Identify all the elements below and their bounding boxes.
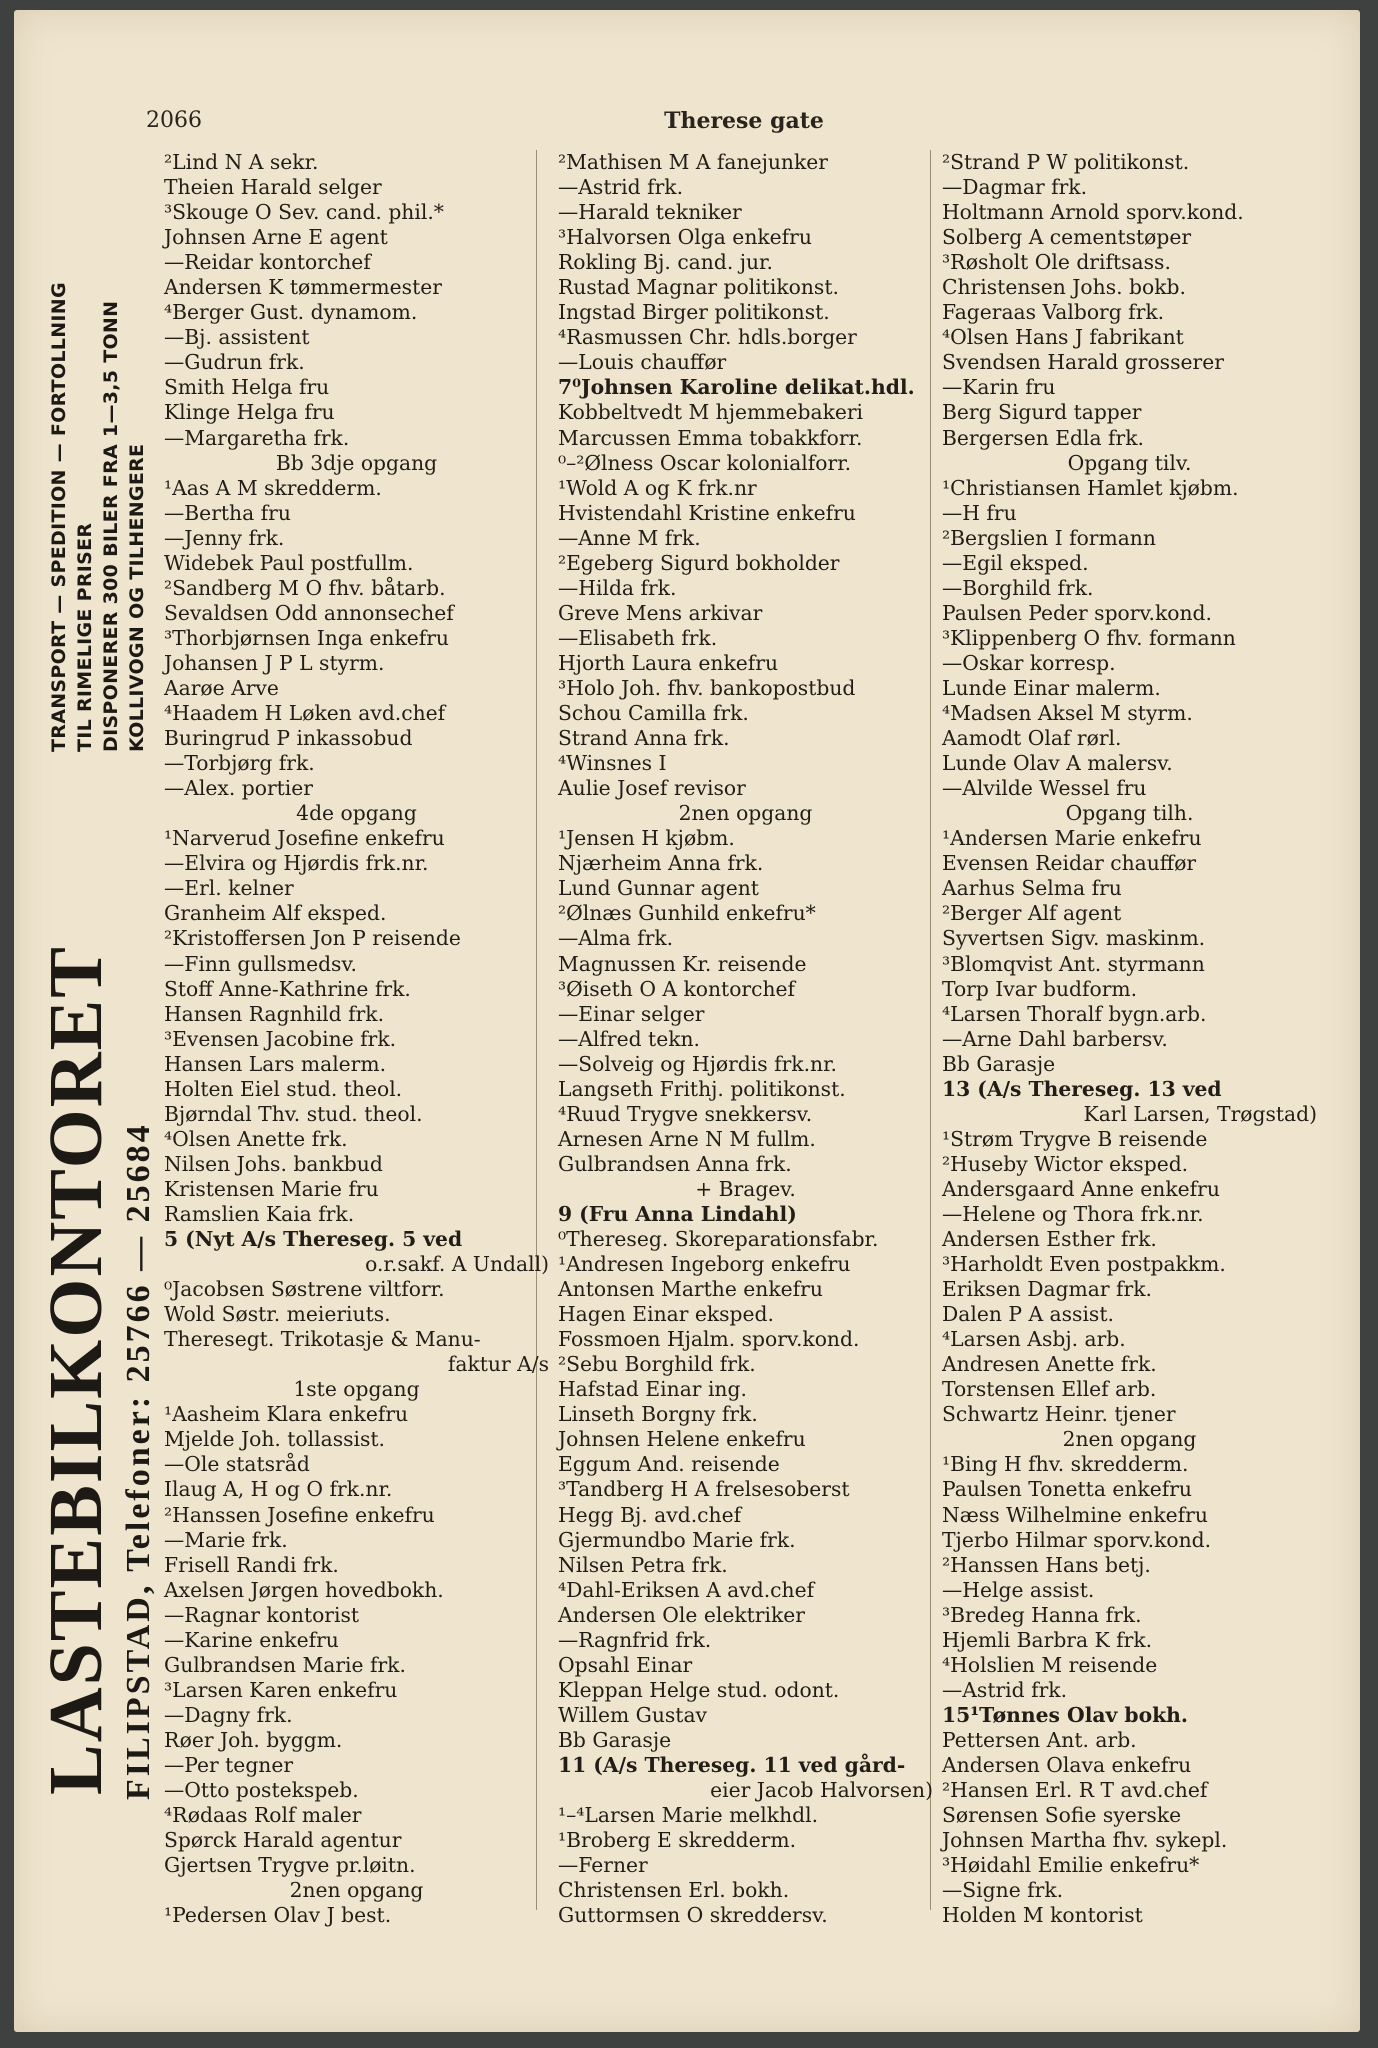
directory-entry: Strand Anna frk. xyxy=(558,726,730,751)
directory-entry: Widebek Paul postfullm. xyxy=(164,550,414,575)
directory-entry: —Otto postekspeb. xyxy=(164,1778,359,1803)
directory-entry: —Erl. kelner xyxy=(164,876,294,901)
directory-entry: —Alvilde Wessel fru xyxy=(942,776,1147,801)
directory-entry: ³Røsholt Ole driftsass. xyxy=(942,250,1171,275)
directory-entry: 9 (Fru Anna Lindahl) xyxy=(558,1201,797,1226)
directory-entry: —Bertha fru xyxy=(164,500,291,525)
directory-entry: Ilaug A, H og O frk.nr. xyxy=(164,1477,393,1502)
directory-entry: Eggum And. reisende xyxy=(558,1452,780,1477)
directory-entry: Schou Camilla frk. xyxy=(558,701,749,726)
directory-entry: Torstensen Ellef arb. xyxy=(942,1377,1157,1402)
directory-entry: —Torbjørg frk. xyxy=(164,751,315,776)
directory-entry: Kristensen Marie fru xyxy=(164,1176,379,1201)
directory-entry: 2nen opgang xyxy=(1062,1427,1197,1452)
directory-entry: Gulbrandsen Anna frk. xyxy=(558,1151,792,1176)
directory-entry: —Reidar kontorchef xyxy=(164,250,371,275)
directory-entry: ²Bergslien I formann xyxy=(942,525,1156,550)
directory-entry: —Helge assist. xyxy=(942,1577,1095,1602)
directory-entry: Andersen Ole elektriker xyxy=(558,1602,805,1627)
directory-entry: ²Hanssen Josefine enkefru xyxy=(164,1502,435,1527)
directory-entry: Syvertsen Sigv. maskinm. xyxy=(942,926,1206,951)
directory-entry: —Alfred tekn. xyxy=(558,1026,700,1051)
directory-entry: Sevaldsen Odd annonsechef xyxy=(164,600,454,625)
ad-company-name: LASTEBILKONTORET xyxy=(34,944,118,1795)
directory-entry: Bb Garasje xyxy=(942,1051,1056,1076)
directory-entry: Andersgaard Anne enkefru xyxy=(942,1176,1220,1201)
directory-entry: ⁴Rasmussen Chr. hdls.borger xyxy=(558,325,857,350)
directory-entry: Andersen Olava enkefru xyxy=(942,1753,1192,1777)
directory-entry: —Arne Dahl barbersv. xyxy=(942,1026,1168,1051)
directory-entry: Theien Harald selger xyxy=(164,175,382,200)
directory-entry: Opgang tilh. xyxy=(1065,801,1194,826)
directory-entry: —Anne M frk. xyxy=(558,525,701,550)
directory-entry: ⁴Madsen Aksel M styrm. xyxy=(942,701,1193,726)
directory-entry: Svendsen Harald grosserer xyxy=(942,350,1224,375)
directory-entry: Hegg Bj. avd.chef xyxy=(558,1502,742,1527)
directory-entry: Ingstad Birger politikonst. xyxy=(558,300,830,325)
directory-entry: 11 (A/s Thereseg. 11 ved gård- xyxy=(558,1753,906,1777)
directory-entry: o.r.sakf. A Undall) xyxy=(365,1252,549,1277)
directory-entry: —Finn gullsmedsv. xyxy=(164,951,357,976)
directory-entry: Johnsen Martha fhv. sykepl. xyxy=(942,1828,1228,1853)
directory-entry: Christensen Johs. bokb. xyxy=(942,275,1186,300)
column-3 xyxy=(942,150,1317,1928)
directory-entry: Paulsen Tonetta enkefru xyxy=(942,1477,1192,1502)
directory-entry: ⁴Larsen Asbj. arb. xyxy=(942,1327,1126,1352)
column-1 xyxy=(164,150,549,1928)
directory-entry: Aulie Josef revisor xyxy=(558,776,746,801)
directory-entry: ¹Pedersen Olav J best. xyxy=(164,1903,392,1928)
directory-entry: ³Bredeg Hanna frk. xyxy=(942,1602,1142,1627)
directory-entry: —Gudrun frk. xyxy=(164,350,305,375)
directory-entry: Stoff Anne-Kathrine frk. xyxy=(164,976,411,1001)
directory-entry: Lund Gunnar agent xyxy=(558,876,759,901)
directory-entry: ²Berger Alf agent xyxy=(942,901,1122,926)
directory-entry: 4de opgang xyxy=(296,801,417,826)
page-number: 2066 xyxy=(146,108,202,133)
directory-entry: Andresen Anette frk. xyxy=(942,1352,1157,1377)
directory-entry: Wold Søstr. meieriuts. xyxy=(164,1302,391,1327)
directory-entry: ³Klippenberg O fhv. formann xyxy=(942,625,1236,650)
directory-entry: Bb 3dje opgang xyxy=(275,450,438,475)
directory-entry: 7⁰Johnsen Karoline delikat.hdl. xyxy=(558,375,915,400)
directory-entry: —H fru xyxy=(942,500,1017,525)
directory-entry: Torp Ivar budform. xyxy=(942,976,1138,1001)
directory-entry: —Per tegner xyxy=(164,1753,294,1777)
directory-entry: ⁴Dahl-Eriksen A avd.chef xyxy=(558,1577,815,1602)
directory-entry: ⁰Jacobsen Søstrene viltforr. xyxy=(164,1277,445,1302)
directory-entry: —Elvira og Hjørdis frk.nr. xyxy=(164,851,429,876)
directory-entry: Evensen Reidar chauffør xyxy=(942,851,1197,876)
directory-entry: Røer Joh. byggm. xyxy=(164,1727,343,1752)
directory-entry: Buringrud P inkassobud xyxy=(164,726,413,751)
directory-entry: Hvistendahl Kristine enkefru xyxy=(558,500,856,525)
directory-entry: 13 (A/s Thereseg. 13 ved xyxy=(942,1076,1222,1101)
directory-entry: Hjemli Barbra K frk. xyxy=(942,1627,1153,1652)
directory-entry: ²Huseby Wictor eksped. xyxy=(942,1151,1189,1176)
directory-entry: Njærheim Anna frk. xyxy=(558,851,764,876)
ad-services-line-4: KOLLIVOGN OG TILHENGERE xyxy=(126,443,148,752)
directory-entry: ²Egeberg Sigurd bokholder xyxy=(558,550,840,575)
directory-entry: Karl Larsen, Trøgstad) xyxy=(1083,1101,1317,1126)
directory-entry: Marcussen Emma tobakkforr. xyxy=(558,425,863,450)
directory-entry: Solberg A cementstøper xyxy=(942,225,1192,250)
directory-entry: ²Sandberg M O fhv. båtarb. xyxy=(164,575,446,600)
directory-entry: Smith Helga fru xyxy=(164,375,330,400)
directory-entry: —Dagny frk. xyxy=(164,1702,293,1727)
directory-entry: —Borghild frk. xyxy=(942,575,1094,600)
directory-entry: —Ragnar kontorist xyxy=(164,1602,360,1627)
directory-entry: Granheim Alf eksped. xyxy=(164,901,387,926)
directory-entry: Theresegt. Trikotasje & Manu- xyxy=(164,1327,481,1352)
directory-entry: ⁴Rødaas Rolf maler xyxy=(164,1803,362,1828)
directory-entry: Mjelde Joh. tollassist. xyxy=(164,1427,386,1452)
directory-entry: Gjermundbo Marie frk. xyxy=(558,1527,796,1552)
directory-entry: ⁴Haadem H Løken avd.chef xyxy=(164,701,446,726)
ad-services-line-3: DISPONERER 300 BILER FRA 1—3,5 TONN xyxy=(100,300,122,752)
directory-entry: 2nen opgang xyxy=(678,801,813,826)
directory-entry: —Ferner xyxy=(558,1853,648,1878)
directory-entry: Guttormsen O skreddersv. xyxy=(558,1903,828,1928)
directory-entry: ³Tandberg H A frelsesoberst xyxy=(558,1477,850,1502)
directory-entry: Opsahl Einar xyxy=(558,1652,693,1677)
directory-page xyxy=(14,10,1360,2032)
directory-entry: Frisell Randi frk. xyxy=(164,1552,339,1577)
directory-entry: Rustad Magnar politikonst. xyxy=(558,275,839,300)
directory-entry: Klinge Helga fru xyxy=(164,400,335,425)
directory-entry: ³Skouge O Sev. cand. phil.* xyxy=(164,200,444,225)
directory-entry: faktur A/s xyxy=(447,1352,549,1377)
directory-entry: —Elisabeth frk. xyxy=(558,625,718,650)
directory-entry: Arnesen Arne N M fullm. xyxy=(558,1126,816,1151)
directory-entry: ¹Aas A M skredderm. xyxy=(164,475,382,500)
directory-entry: ⁴Olsen Hans J fabrikant xyxy=(942,325,1184,350)
directory-entry: —Karin fru xyxy=(942,375,1056,400)
directory-entry: Schwartz Heinr. tjener xyxy=(942,1402,1176,1427)
directory-entry: Eriksen Dagmar frk. xyxy=(942,1277,1152,1302)
directory-entry: ⁴Ruud Trygve snekkersv. xyxy=(558,1101,813,1126)
directory-entry: Næss Wilhelmine enkefru xyxy=(942,1502,1208,1527)
directory-entry: 1ste opgang xyxy=(293,1377,420,1402)
directory-entry: ²Hansen Erl. R T avd.chef xyxy=(942,1778,1208,1803)
directory-entry: Magnussen Kr. reisende xyxy=(558,951,807,976)
directory-entry: —Egil eksped. xyxy=(942,550,1089,575)
directory-entry: Andersen K tømmermester xyxy=(164,275,442,300)
directory-entry: eier Jacob Halvorsen) xyxy=(710,1778,933,1803)
directory-entry: + Bragev. xyxy=(695,1176,796,1201)
directory-entry: ³Holo Joh. fhv. bankopostbud xyxy=(558,675,856,700)
directory-entry: —Astrid frk. xyxy=(942,1677,1068,1702)
column-2 xyxy=(558,150,933,1928)
directory-entry: Hjorth Laura enkefru xyxy=(558,650,779,675)
directory-entry: Greve Mens arkivar xyxy=(558,600,763,625)
directory-entry: ³Thorbjørnsen Inga enkefru xyxy=(164,625,449,650)
directory-entry: ⁴Larsen Thoralf bygn.arb. xyxy=(942,1001,1207,1026)
directory-entry: —Helene og Thora frk.nr. xyxy=(942,1201,1204,1226)
directory-entry: ¹Aasheim Klara enkefru xyxy=(164,1402,409,1427)
directory-entry: Pettersen Ant. arb. xyxy=(942,1727,1137,1752)
directory-entry: —Louis chauffør xyxy=(558,350,727,375)
directory-entry: Nilsen Johs. bankbud xyxy=(164,1151,383,1176)
directory-entry: Antonsen Marthe enkefru xyxy=(558,1277,823,1302)
directory-entry: —Ole statsråd xyxy=(164,1452,310,1477)
directory-entry: Lunde Einar malerm. xyxy=(942,675,1161,700)
directory-entry: —Hilda frk. xyxy=(558,575,677,600)
directory-entry: ¹Andresen Ingeborg enkefru xyxy=(558,1252,851,1277)
directory-entry: Aamodt Olaf rørl. xyxy=(942,726,1122,751)
directory-entry: Kobbeltvedt M hjemmebakeri xyxy=(558,400,864,425)
directory-entry: Kleppan Helge stud. odont. xyxy=(558,1677,840,1702)
directory-entry: ³Halvorsen Olga enkefru xyxy=(558,225,812,250)
directory-entry: ¹–⁴Larsen Marie melkhdl. xyxy=(558,1803,819,1828)
directory-entry: —Margaretha frk. xyxy=(164,425,350,450)
directory-entry: Fageraas Valborg frk. xyxy=(942,300,1165,325)
directory-entry: ³Øiseth O A kontorchef xyxy=(558,976,796,1001)
directory-entry: ⁰Thereseg. Skoreparationsfabr. xyxy=(558,1227,879,1252)
directory-entry: Holden M kontorist xyxy=(942,1903,1143,1928)
directory-entry: ²Sebu Borghild frk. xyxy=(558,1352,756,1377)
directory-entry: Berg Sigurd tapper xyxy=(942,400,1142,425)
directory-entry: —Bj. assistent xyxy=(164,325,310,350)
directory-entry: ²Mathisen M A fanejunker xyxy=(558,150,828,174)
directory-entry: —Jenny frk. xyxy=(164,525,285,550)
directory-entry: —Harald tekniker xyxy=(558,200,742,225)
directory-entry: —Ragnfrid frk. xyxy=(558,1627,712,1652)
directory-entry: Willem Gustav xyxy=(558,1702,707,1727)
directory-entry: —Astrid frk. xyxy=(558,175,684,200)
directory-entry: Ramslien Kaia frk. xyxy=(164,1201,355,1226)
directory-entry: Bergersen Edla frk. xyxy=(942,425,1144,450)
directory-entry: —Karine enkefru xyxy=(164,1627,339,1652)
directory-entry: Aarøe Arve xyxy=(164,675,279,700)
directory-entry: Hagen Einar eksped. xyxy=(558,1302,774,1327)
directory-entry: ³Larsen Karen enkefru xyxy=(164,1677,398,1702)
directory-entry: ²Lind N A sekr. xyxy=(164,150,319,174)
directory-entry: ²Hanssen Hans betj. xyxy=(942,1552,1151,1577)
directory-entry: ¹Broberg E skredderm. xyxy=(558,1828,797,1853)
directory-entry: Fossmoen Hjalm. sporv.kond. xyxy=(558,1327,860,1352)
directory-entry: —Einar selger xyxy=(558,1001,705,1026)
directory-entry: ³Evensen Jacobine frk. xyxy=(164,1026,397,1051)
directory-entry: ⁴Holslien M reisende xyxy=(942,1652,1158,1677)
directory-entry: Opgang tilv. xyxy=(1067,450,1192,475)
directory-entry: ¹Wold A og K frk.nr xyxy=(558,475,757,500)
directory-entry: ¹Andersen Marie enkefru xyxy=(942,826,1202,851)
directory-entry: Bb Garasje xyxy=(558,1727,672,1752)
directory-entry: Spørck Harald agentur xyxy=(164,1828,402,1853)
directory-entry: Johnsen Arne E agent xyxy=(164,225,388,250)
directory-entry: Johnsen Helene enkefru xyxy=(558,1427,806,1452)
directory-entry: Holten Eiel stud. theol. xyxy=(164,1076,403,1101)
directory-entry: —Alex. portier xyxy=(164,776,313,801)
directory-entry: ⁴Berger Gust. dynamom. xyxy=(164,300,418,325)
directory-entry: Paulsen Peder sporv.kond. xyxy=(942,600,1212,625)
directory-entry: —Marie frk. xyxy=(164,1527,288,1552)
directory-entry: —Signe frk. xyxy=(942,1878,1064,1903)
directory-entry: Hansen Ragnhild frk. xyxy=(164,1001,385,1026)
directory-entry: ¹Jensen H kjøbm. xyxy=(558,826,735,851)
directory-entry: —Solveig og Hjørdis frk.nr. xyxy=(558,1051,838,1076)
directory-entry: 15¹Tønnes Olav bokh. xyxy=(942,1702,1188,1727)
directory-entry: ⁰–²Ølness Oscar kolonialforr. xyxy=(558,450,852,475)
directory-entry: Hafstad Einar ing. xyxy=(558,1377,747,1402)
directory-entry: ⁴Olsen Anette frk. xyxy=(164,1126,348,1151)
directory-entry: Tjerbo Hilmar sporv.kond. xyxy=(942,1527,1212,1552)
directory-entry: Gulbrandsen Marie frk. xyxy=(164,1652,406,1677)
directory-entry: Rokling Bj. cand. jur. xyxy=(558,250,773,275)
directory-entry: —Alma frk. xyxy=(558,926,674,951)
directory-entry: Christensen Erl. bokh. xyxy=(558,1878,790,1903)
directory-entry: ⁴Winsnes I xyxy=(558,751,667,776)
directory-entry: Lunde Olav A malersv. xyxy=(942,751,1173,776)
directory-entry: Aarhus Selma fru xyxy=(942,876,1122,901)
directory-entry: ³Harholdt Even postpakkm. xyxy=(942,1252,1226,1277)
directory-entry: Johansen J P L styrm. xyxy=(164,650,385,675)
directory-entry: 2nen opgang xyxy=(289,1878,424,1903)
directory-entry: Nilsen Petra frk. xyxy=(558,1552,728,1577)
directory-entry: ¹Strøm Trygve B reisende xyxy=(942,1126,1208,1151)
directory-entry: ²Strand P W politikonst. xyxy=(942,150,1190,174)
ad-services-line-2: TIL RIMELIGE PRISER xyxy=(74,522,96,752)
directory-entry: ¹Narverud Josefine enkefru xyxy=(164,826,445,851)
directory-entry: Bjørndal Thv. stud. theol. xyxy=(164,1101,423,1126)
directory-entry: ²Ølnæs Gunhild enkefru* xyxy=(558,901,816,926)
directory-entry: ¹Bing H fhv. skredderm. xyxy=(942,1452,1189,1477)
directory-entry: ³Blomqvist Ant. styrmann xyxy=(942,951,1205,976)
directory-entry: ²Kristoffersen Jon P reisende xyxy=(164,926,461,951)
street-heading: Therese gate xyxy=(664,108,824,134)
directory-entry: ¹Christiansen Hamlet kjøbm. xyxy=(942,475,1239,500)
directory-entry: Axelsen Jørgen hovedbokh. xyxy=(164,1577,444,1602)
ad-address-phone: FILIPSTAD, Telefoner: 25766 — 25684 xyxy=(120,1122,157,1800)
directory-entry: ³Høidahl Emilie enkefru* xyxy=(942,1853,1200,1878)
directory-entry: Andersen Esther frk. xyxy=(942,1227,1157,1252)
directory-entry: Linseth Borgny frk. xyxy=(558,1402,758,1427)
directory-entry: Dalen P A assist. xyxy=(942,1302,1114,1327)
directory-entry: Langseth Frithj. politikonst. xyxy=(558,1076,846,1101)
directory-entry: Sørensen Sofie syerske xyxy=(942,1803,1182,1828)
directory-entry: 5 (Nyt A/s Thereseg. 5 ved xyxy=(164,1227,463,1252)
directory-entry: Hansen Lars malerm. xyxy=(164,1051,387,1076)
directory-entry: Gjertsen Trygve pr.løitn. xyxy=(164,1853,416,1878)
directory-entry: —Dagmar frk. xyxy=(942,175,1088,200)
directory-entry: Holtmann Arnold sporv.kond. xyxy=(942,200,1244,225)
directory-entry: —Oskar korresp. xyxy=(942,650,1116,675)
ad-services-line-1: TRANSPORT — SPEDITION — FORTOLLNING xyxy=(48,282,70,752)
